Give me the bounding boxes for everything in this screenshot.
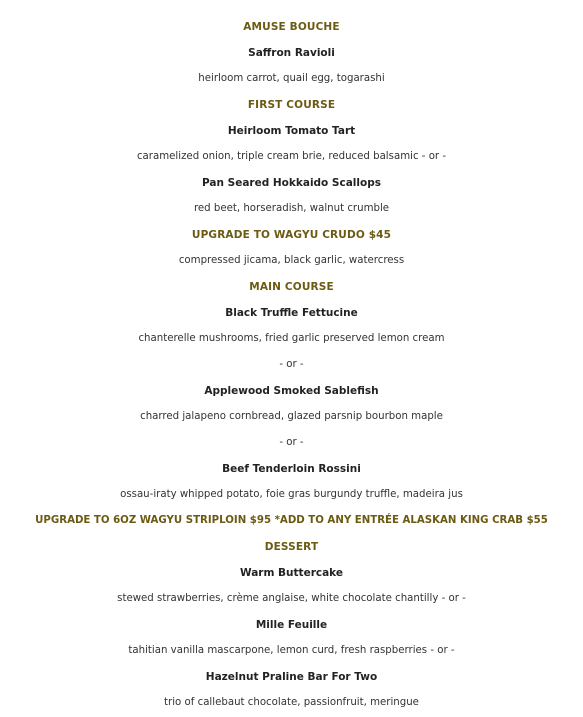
dish-name-hazelnut-praline-bar: Hazelnut Praline Bar For Two bbox=[205, 671, 378, 683]
wagyu-striploin-upgrade: UPGRADE TO 6OZ WAGYU STRIPLOIN $95 *ADD TO ANY ENTRÉE ALASKAN KING CRAB $55 bbox=[35, 515, 548, 526]
first-course-heading: FIRST COURSE bbox=[247, 99, 336, 111]
dish-name-mille-feuille: Mille Feuille bbox=[255, 619, 328, 631]
dish-description: red beet, horseradish, walnut crumble bbox=[193, 203, 390, 214]
or-separator: - or - bbox=[279, 437, 304, 448]
dessert-heading: DESSERT bbox=[264, 541, 319, 553]
dish-description: charred jalapeno cornbread, glazed parsnip bourbon maple bbox=[140, 411, 443, 422]
dish-name-beef-tenderloin-rossini: Beef Tenderloin Rossini bbox=[222, 463, 361, 475]
dish-description: ossau-iraty whipped potato, foie gras burgundy truffle, madeira jus bbox=[120, 489, 463, 500]
dish-description: trio of callebaut chocolate, passionfruit, meringue bbox=[164, 697, 419, 708]
dish-name-black-truffle-fettucine: Black Truffle Fettucine bbox=[225, 307, 358, 319]
dish-name-warm-buttercake: Warm Buttercake bbox=[239, 567, 344, 579]
dish-description: caramelized onion, triple cream brie, reduced balsamic - or - bbox=[136, 151, 447, 162]
dish-name-saffron-ravioli: Saffron Ravioli bbox=[248, 47, 335, 59]
main-course-heading: MAIN COURSE bbox=[249, 281, 334, 293]
dish-description: chanterelle mushrooms, fried garlic preserved lemon cream bbox=[138, 333, 445, 344]
dish-name-hokkaido-scallops: Pan Seared Hokkaido Scallops bbox=[202, 177, 381, 189]
dish-name-sablefish: Applewood Smoked Sablefish bbox=[204, 385, 379, 397]
dish-description: stewed strawberries, crème anglaise, white chocolate chantilly - or - bbox=[117, 593, 466, 604]
dish-description: heirloom carrot, quail egg, togarashi bbox=[198, 73, 385, 84]
or-separator: - or - bbox=[279, 359, 304, 370]
wagyu-crudo-upgrade: UPGRADE TO WAGYU CRUDO $45 bbox=[191, 229, 392, 241]
dish-description: compressed jicama, black garlic, watercress bbox=[178, 255, 405, 266]
dish-description: tahitian vanilla mascarpone, lemon curd, fresh raspberries - or - bbox=[128, 645, 455, 656]
amuse-bouche-heading: AMUSE BOUCHE bbox=[243, 21, 340, 33]
dish-name-heirloom-tomato-tart: Heirloom Tomato Tart bbox=[227, 125, 356, 137]
